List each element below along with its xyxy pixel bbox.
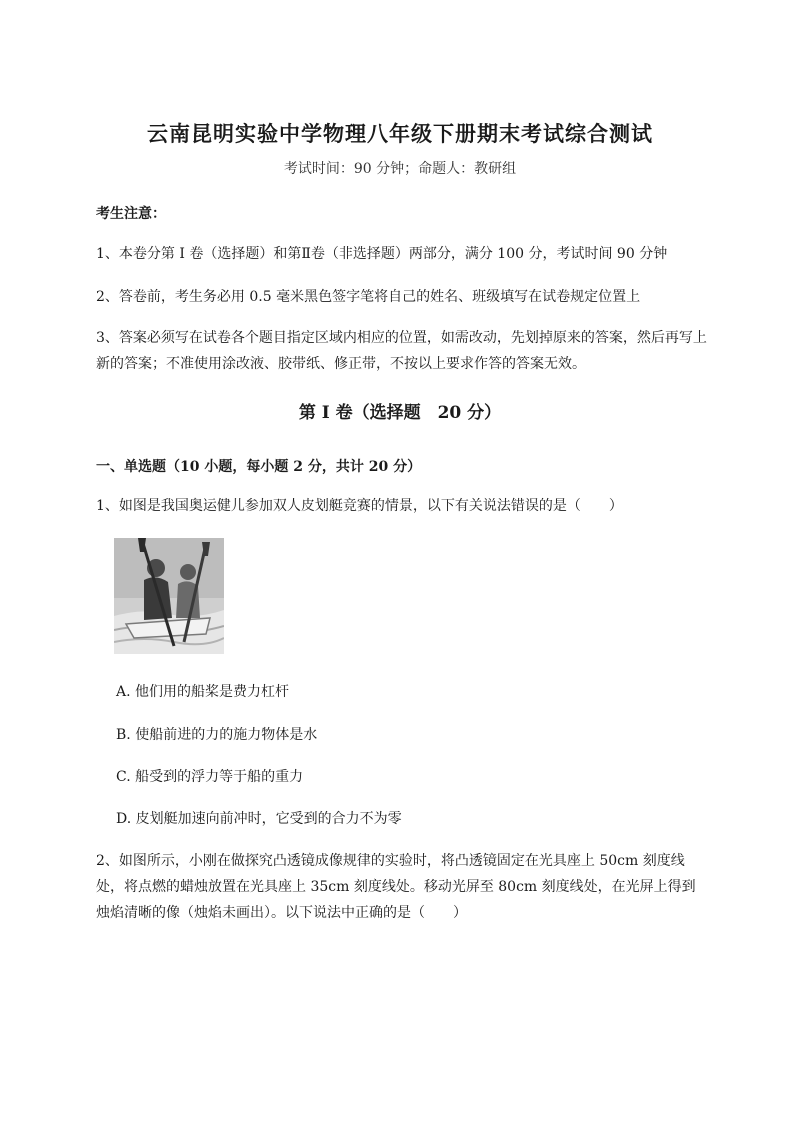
question-1-option-b: B. 使船前进的力的施力物体是水	[116, 727, 318, 743]
question-1-option-a: A. 他们用的船桨是费力杠杆	[116, 684, 290, 700]
kayak-photo	[114, 538, 224, 654]
notice-item-1: 1、本卷分第 I 卷（选择题）和第Ⅱ卷（非选择题）两部分，满分 100 分，考试时间 90 分钟	[96, 246, 668, 262]
question-1-stem: 1、如图是我国奥运健儿参加双人皮划艇竞赛的情景，以下有关说法错误的是（ ）	[96, 498, 623, 514]
question-2-stem: 2、如图所示，小刚在做探究凸透镜成像规律的实验时，将凸透镜固定在光具座上 50cm 刻度线处，将点燃的蜡烛放置在光具座上 35cm 刻度线处。移动光屏至 80cm 刻度线处，在光屏上得到烛焰清晰的像（烛焰未画出）。以下说法中正确的是（ ）	[96, 853, 696, 921]
kayak-photo-illustration	[114, 538, 224, 654]
notice-heading: 考生注意：	[96, 206, 166, 222]
notice-item-2: 2、答卷前，考生务必用 0.5 毫米黑色签字笔将自己的姓名、班级填写在试卷规定位置上	[96, 289, 641, 305]
question-1-option-c: C. 船受到的浮力等于船的重力	[116, 769, 304, 785]
section-heading: 第 I 卷（选择题 20 分）	[298, 403, 502, 423]
page-title: 云南昆明实验中学物理八年级下册期末考试综合测试	[147, 121, 653, 146]
notice-item-3: 3、答案必须写在试卷各个题目指定区域内相应的位置，如需改动，先划掉原来的答案，然后再写上新的答案；不准使用涂改液、胶带纸、修正带，不按以上要求作答的答案无效。	[96, 330, 707, 372]
part-heading: 一、单选题（10 小题，每小题 2 分，共计 20 分）	[96, 459, 422, 475]
exam-info: 考试时间：90 分钟；命题人：教研组	[283, 161, 517, 177]
question-1-option-d: D. 皮划艇加速向前冲时，它受到的合力不为零	[116, 811, 402, 827]
